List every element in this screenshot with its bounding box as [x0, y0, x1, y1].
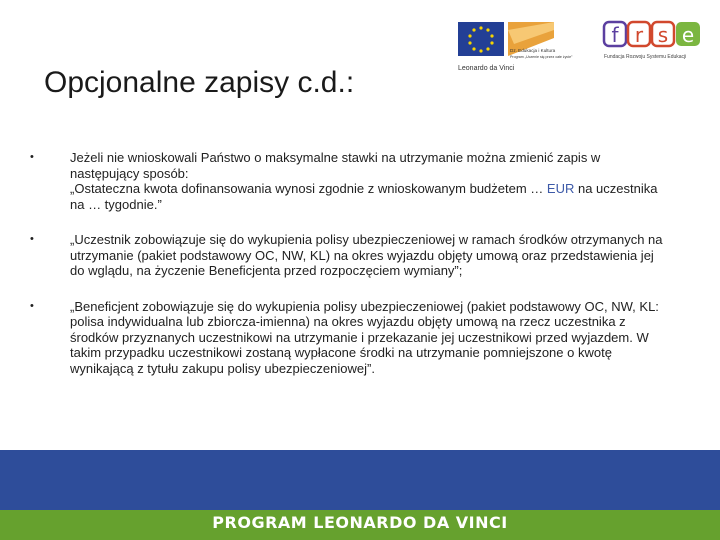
frse-letter-s: s	[657, 23, 669, 47]
footer-band-blue	[0, 450, 720, 510]
bullet-item	[30, 232, 670, 279]
frse-letter-e: e	[681, 23, 695, 47]
eur-text: EUR	[546, 181, 575, 196]
eu-logo-line2: Program „Uczenie się przez całe życie”	[510, 55, 573, 59]
footer-program-title: PROGRAM LEONARDO DA VINCI	[212, 513, 508, 532]
bullet-dot: •	[30, 299, 34, 312]
eu-lifelong-learning-logo	[456, 20, 573, 80]
frse-letter-r: r	[634, 23, 644, 47]
bullet-text: „Uczestnik zobowiązuje się do wykupienia polisy ubezpieczeniowej w ramach środków otrzymanych na utrzymanie (pakiet podstawowy OC, NW, KL) na okres wyjazdu objęty umową oraz przedstawienia jej do wglądu, na życzenie Beneficjenta przed rozpoczęciem wymiany”;	[70, 232, 663, 278]
frse-letter-f: f	[611, 23, 619, 47]
bullet-dot: •	[30, 151, 34, 163]
bullet-dot: •	[30, 233, 34, 245]
bullet-item	[30, 299, 670, 377]
frse-caption: Fundacja Rozwoju Systemu Edukacji	[604, 54, 687, 60]
bullet-list	[30, 150, 670, 396]
eu-logo-line3: Leonardo da Vinci	[458, 65, 515, 72]
bullet-text: Jeżeli nie wnioskowali Państwo o maksymalne stawki na utrzymanie można zmienić zapis w następujący sposób:	[70, 150, 601, 181]
eu-logo-line1: Dz. Edukacja i Kultura	[510, 48, 556, 53]
bullet-text: „Beneficjent zobowiązuje się do wykupienia polisy ubezpieczeniowej (pakiet podstawowy OC, NW, KL: polisa indywidualna lub zbiorcza-imienna) na okres wyjazdu objęty umową na rzecz uczestnika z środków przyznanych uczestnikowi na utrzymanie i przekazanie jej uczestnikowi przed wyjazdem. W takim przypadku uczestnikowi zostaną wypłacone środki na utrzymanie pomniejszone o kwotę wynikającą z tytułu zakupu polisy ubezpieczeniowej”.	[70, 298, 659, 376]
bullet-text: na uczestnika na … tygodnie.”	[70, 181, 658, 212]
bullet-item	[30, 150, 670, 212]
page-title: Opcjonalne zapisy c.d.:	[44, 66, 355, 99]
bullet-text: „Ostateczna kwota dofinansowania wynosi zgodnie z wnioskowanym budżetem …	[70, 181, 547, 196]
frse-logo	[602, 20, 704, 66]
